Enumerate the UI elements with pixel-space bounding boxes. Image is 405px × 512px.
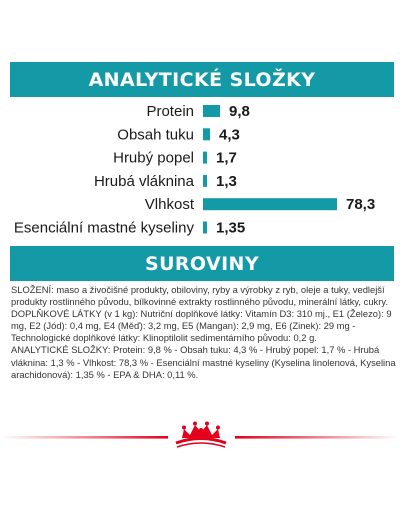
bar-value-label: 4,3 (219, 126, 240, 144)
bar (203, 198, 337, 210)
bar-category-label: Esenciální mastné kyseliny (13, 219, 194, 237)
footer-line-right (235, 436, 400, 439)
analytic-section-title (10, 62, 394, 97)
additives-paragraph: DOPLŇKOVÉ LÁTKY (v 1 kg): Nutriční doplňkové látky: Vitamín D3: 310 mj., E1 (Železo): 9 mg, E2 (Jód): 0,4 mg, E4 (Měď): 3,2 mg, E5 (Mangan): 2,9 mg, E6 (Zinek): 29 mg - Technologické doplňkové látky: Klinoptilolit sedimentárního původu: 0,2 g. (11, 308, 392, 344)
ingredients-section-title (10, 246, 394, 281)
bar-value-label: 1,35 (216, 219, 246, 237)
bar-value-label: 78,3 (346, 196, 376, 214)
bar-category-label: Obsah tuku (117, 126, 194, 144)
footer-line-left (0, 436, 168, 439)
bar (203, 175, 207, 187)
bar (203, 128, 210, 140)
analytic-bar-chart (0, 98, 405, 238)
bar (203, 222, 207, 234)
bar-category-label: Hrubá vláknina (93, 172, 194, 190)
bar-value-label: 9,8 (229, 103, 250, 120)
bar-category-label: Protein (146, 103, 194, 120)
analytic-paragraph: ANALYTICKÉ SLOŽKY: Protein: 9,8 % - Obsah tuku: 4,3 % - Hrubý popel: 1,7 % - Hrubá vláknina: 1,3 % - Vlhkost: 78,3 % - Esenciální mastné kyseliny (Kyselina linolenová, Kyselina arachidonová): 1,35 % - EPA & DHA: 0,11 %. (11, 344, 396, 380)
bar-category-label: Hrubý popel (113, 149, 194, 167)
royal-canin-crown-icon (176, 422, 226, 448)
composition-paragraph: SLOŽENÍ: maso a živočišné produkty, obiloviny, ryby a výrobky z ryb, oleje a tuky, vedlejší produkty rostlinného původu, bílkovinné extrakty rostlinného původu, minerální látky, cukry. (11, 284, 388, 308)
bar (203, 105, 220, 117)
ingredients-section-title-text: SUROVINY (144, 252, 260, 275)
bar-category-label: Vlhkost (144, 196, 194, 214)
bar-value-label: 1,3 (216, 172, 237, 190)
brand-footer (0, 414, 405, 458)
composition-text (11, 284, 396, 381)
bar-value-label: 1,7 (216, 149, 237, 167)
bar (203, 152, 207, 164)
analytic-section-title-text: ANALYTICKÉ SLOŽKY (88, 68, 316, 91)
